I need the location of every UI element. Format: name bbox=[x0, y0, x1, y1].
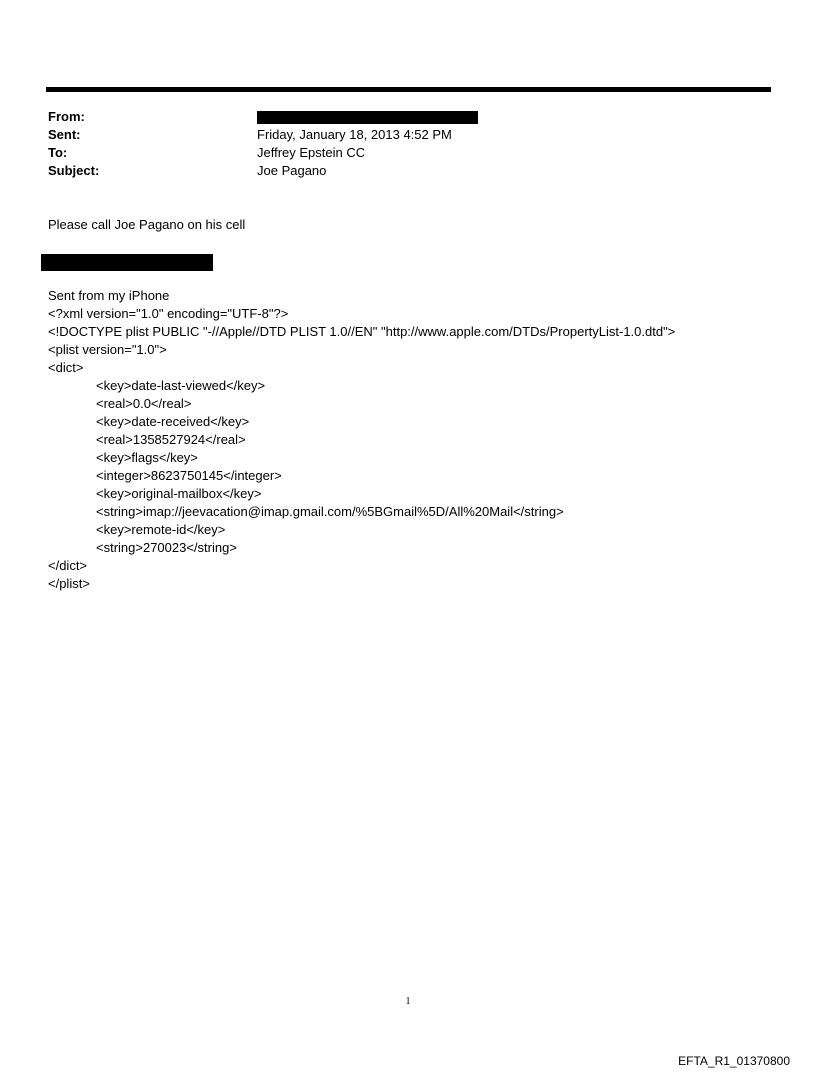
xml-line: <string>270023</string> bbox=[96, 540, 237, 555]
header-divider bbox=[46, 87, 771, 92]
redaction-bar-sender bbox=[257, 111, 478, 124]
xml-line: </dict> bbox=[48, 558, 88, 573]
bates-number: EFTA_R1_01370800 bbox=[678, 1054, 790, 1068]
email-header bbox=[48, 108, 748, 180]
plist-metadata bbox=[48, 287, 675, 593]
from-label: From: bbox=[48, 109, 85, 124]
xml-line: <string>imap://jeevacation@imap.gmail.com/%5BGmail%5D/All%20Mail</string> bbox=[96, 504, 564, 519]
subject-value: Joe Pagano bbox=[257, 163, 327, 178]
xml-line: <key>remote-id</key> bbox=[96, 522, 226, 537]
xml-line: <key>flags</key> bbox=[96, 450, 198, 465]
xml-line: <real>0.0</real> bbox=[96, 396, 192, 411]
xml-line: <integer>8623750145</integer> bbox=[96, 468, 282, 483]
xml-line: <dict> bbox=[48, 360, 84, 375]
message-body: Please call Joe Pagano on his cell bbox=[48, 217, 246, 232]
to-row bbox=[48, 144, 748, 162]
redaction-bar-phone bbox=[41, 254, 213, 271]
xml-line: </plist> bbox=[48, 576, 90, 591]
sent-label: Sent: bbox=[48, 127, 81, 142]
xml-line: <key>original-mailbox</key> bbox=[96, 486, 262, 501]
xml-line: <?xml version="1.0" encoding="UTF-8"?> bbox=[48, 306, 289, 321]
xml-line: <real>1358527924</real> bbox=[96, 432, 246, 447]
page-number: 1 bbox=[405, 996, 411, 1007]
subject-row bbox=[48, 162, 748, 180]
xml-line: <key>date-last-viewed</key> bbox=[96, 378, 266, 393]
sent-value: Friday, January 18, 2013 4:52 PM bbox=[257, 127, 452, 142]
to-label: To: bbox=[48, 145, 68, 160]
subject-label: Subject: bbox=[48, 163, 100, 178]
signature-line: Sent from my iPhone bbox=[48, 288, 170, 303]
xml-line: <plist version="1.0"> bbox=[48, 342, 167, 357]
sent-row bbox=[48, 126, 748, 144]
xml-lines bbox=[48, 305, 675, 593]
xml-line: <!DOCTYPE plist PUBLIC "-//Apple//DTD PLIST 1.0//EN" "http://www.apple.com/DTDs/PropertyList-1.0.dtd"> bbox=[48, 324, 676, 339]
xml-line: <key>date-received</key> bbox=[96, 414, 250, 429]
from-row bbox=[48, 108, 748, 126]
to-value: Jeffrey Epstein CC bbox=[257, 145, 366, 160]
